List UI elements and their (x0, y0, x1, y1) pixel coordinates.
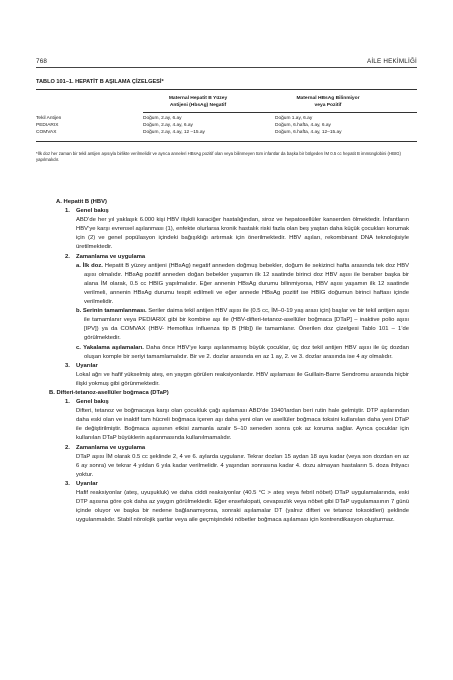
table-header-negative: Maternal Hepatit B Yüzey Antijeni (HbsAg) Negatif (168, 96, 228, 108)
table-row-name: PEDIARIX (36, 123, 59, 128)
subsection-heading: 1. Genel bakış (65, 399, 109, 406)
table-title: TABLO 101–1. HEPATİT B AŞILAMA ÇİZELGESİ* (36, 79, 164, 85)
table-cell: Doğum, 6.hafta, 4.ay, 6.ay (275, 123, 331, 128)
table-header-unknown-positive: Maternal HBsAg Bilinmiyor veya Pozitif (296, 96, 360, 108)
body-text (49, 198, 410, 525)
subsection-heading: 3. Uyarılar (65, 480, 98, 487)
list-item: a. İlk doz. Hepatit B yüzey antijeni (HBsAg) negatif anneden doğmuş bebekler, doğum ile sekizinci hafta arasında tek doz HBV aşısı olmalıdır. HBsAg pozitif anneden doğan bebekler yaşamın ilk 12 saatinde birinci doz HBV aşısı ile beraber başka bir alana İM olarak, 0.5 cc HBIG yapılmalıdır. Eğer annenin HBsAg durumu bilinmiyorsa, HBV aşısı yaşamın ilk 12 saatinde verilmeli, annenin HBsAg durumu tespit edilmeli ve eğer annede HBsAg pozitif ise HBIG doğumun birinci haftası içinde verilmelidir. (76, 262, 410, 306)
running-title: AİLE HEKİMLİĞİ (366, 58, 417, 65)
table-cell: Doğum, 2.ay, 6.ay (143, 116, 182, 121)
table-row-name: Tekil Antijen (36, 116, 62, 121)
table-bottom-rule (36, 141, 417, 142)
page-header (36, 58, 417, 65)
paragraph: DTaP aşısı İM olarak 0.5 cc şeklinde 2, 4 ve 6. aylarda uygulanır. Tekrar dozları 15 aydan 18 aya kadar (veya son dozdan en az 6 ay sonra) ve tekrar 4 yıldan 6 yıla kadar verilmelidir. 4 yaşından sonrasına kadar 4. dozu almayan hastaların 5. doza ihtiyacı yoktur. (76, 453, 409, 478)
paragraph: Difteri, tetanoz ve boğmacaya karşı olan çocukluk çağı aşılaması ABD’de 1940’lardan beri rutin hale gelmiştir. DTP aşılarından daha eski olan ve inaktif tam hücreli boğmaca içeren aşı daha yeni olan ve asellüler boğmaca toksini kullanılan daha yeni DTaP ile değiştirilmiştir. Boğmaca aşısının etkisi zamanla azalır 5–10 seneden sonra çok az koruma sağlar. Ayrıca çocuklar için kullanılan DTaP büyüklerin aşılanmasında kullanılmamalıdır. (76, 408, 409, 442)
subsection-heading: 1. Genel bakış (65, 208, 109, 215)
table-cell: Doğum, 6.hafta, 4.ay, 12–15.ay (275, 130, 342, 135)
header-rule (36, 67, 417, 68)
page-number: 768 (36, 58, 48, 65)
subsection-heading: 2. Zamanlama ve uygulama (65, 444, 146, 451)
paragraph: Lokal ağrı ve hafif yükselmiş ateş, en yaygın görülen reaksiyonlardır. HBV aşılaması ile Guillain-Barre Sendromu arasında hiçbir ilişki yokmuş gibi görünmektedir. (76, 371, 409, 387)
table-cell: Doğum, 2.ay, 4.ay, 12 –15.ay (143, 130, 205, 135)
section-heading: A. Hepatit B (HBV) (56, 199, 107, 205)
table-cell: Doğum 1.ay, 6.ay (275, 116, 313, 121)
subsection-heading: 3. Uyarılar (65, 362, 98, 369)
table-row-name: COMVAX (36, 130, 57, 135)
paragraph: ABD’de her yıl yaklaşık 6.000 kişi HBV ilişkili karaciğer hastalığından, siroz ve hepatosellüler kanserden ölmektedir. İnfantların HBV’ye karşı evrensel aşılanması (1), enfekte olurlarsa kronik hastalık riski fazla olan beş yaştan daha küçük çocukları korumak için (2) ve genel popülasyon içindeki bağışıklığı artırmak için önerilmektedir. HBV aşıları, rekombinant DNA teknolojisiyle üretilmektedir. (76, 217, 409, 251)
table-cell: Doğum, 2.ay, 4.ay, 6.ay (143, 123, 193, 128)
section-heading: B. Difteri-tetanoz-asellüler boğmaca (DTaP) (49, 389, 169, 396)
list-item: b. Serinin tamamlanması. Seriler daima tekil antijen HBV aşısı ile (0.5 cc, İM–0-19 yaş arası için) başlar ve bir tekil antijen aşısı ile tamamlanır veya PEDIARIX gibi bir kombine aşı ile (HBV-difteri-tetanoz-asellüler boğmaca [DTaP] – inaktive polio aşısı [IPV]) ya da COMVAX (HBV- Hemofilus influenza tip B [Hib]) ile tamamlanır. Önerilen doz çizelgesi Tablo 101 – 1’de görülmektedir. (76, 308, 410, 342)
table-header-rule (143, 112, 417, 113)
list-item: c. Yakalama aşılamaları. Daha önce HBV’ye karşı aşılanmamış büyük çocuklar, üç doz tekil antijen HBV aşısı ile üç dozdan oluşan komple bir seriyi tamamlamalıdır. Bir ve 2. dozlar arasında en az 1 ay, 2. ve 3. dozlar arasında ise 4 ay olmalıdır. (76, 344, 410, 360)
subsection-heading: 2. Zamanlama ve uygulama (65, 253, 146, 260)
table-top-rule (36, 89, 417, 90)
table-footnote: *İlk doz her zaman bir tekil antijen aşısıyla birlikte verilmelidir ve ayrıca anneleri HBsAg pozitif olan veya bilinmeyen tüm infantlar da başka bir bölgeden İM 0.5 cc hepatit B immünglobini (HBIG) yapılmalıdır. (36, 151, 401, 163)
paragraph: Hafif reaksiyonlar (ateş, uyuşukluk) ve daha ciddi reaksiyonlar (40.5 °C > ateş veya febril nöbet) DTaP uygulamalarında, eski DTP aşısına göre çok daha az yaygın görülmektedir. Eğer ensefalopati, cevapsızlık veya nöbet gibi DTaP uygulamasının 7 günü içinde oluyor ve başka bir nedene bağlanamıyorsa, sonraki aşılamalar DT (yalnız difteri ve tetanoz toksoidleri) şeklinde uygulanmalıdır. Stabil nörolojik şartlar veya aile geçmişindeki nöbetler boğmaca aşılaması için kontrendikasyon oluşturmaz. (76, 490, 409, 524)
